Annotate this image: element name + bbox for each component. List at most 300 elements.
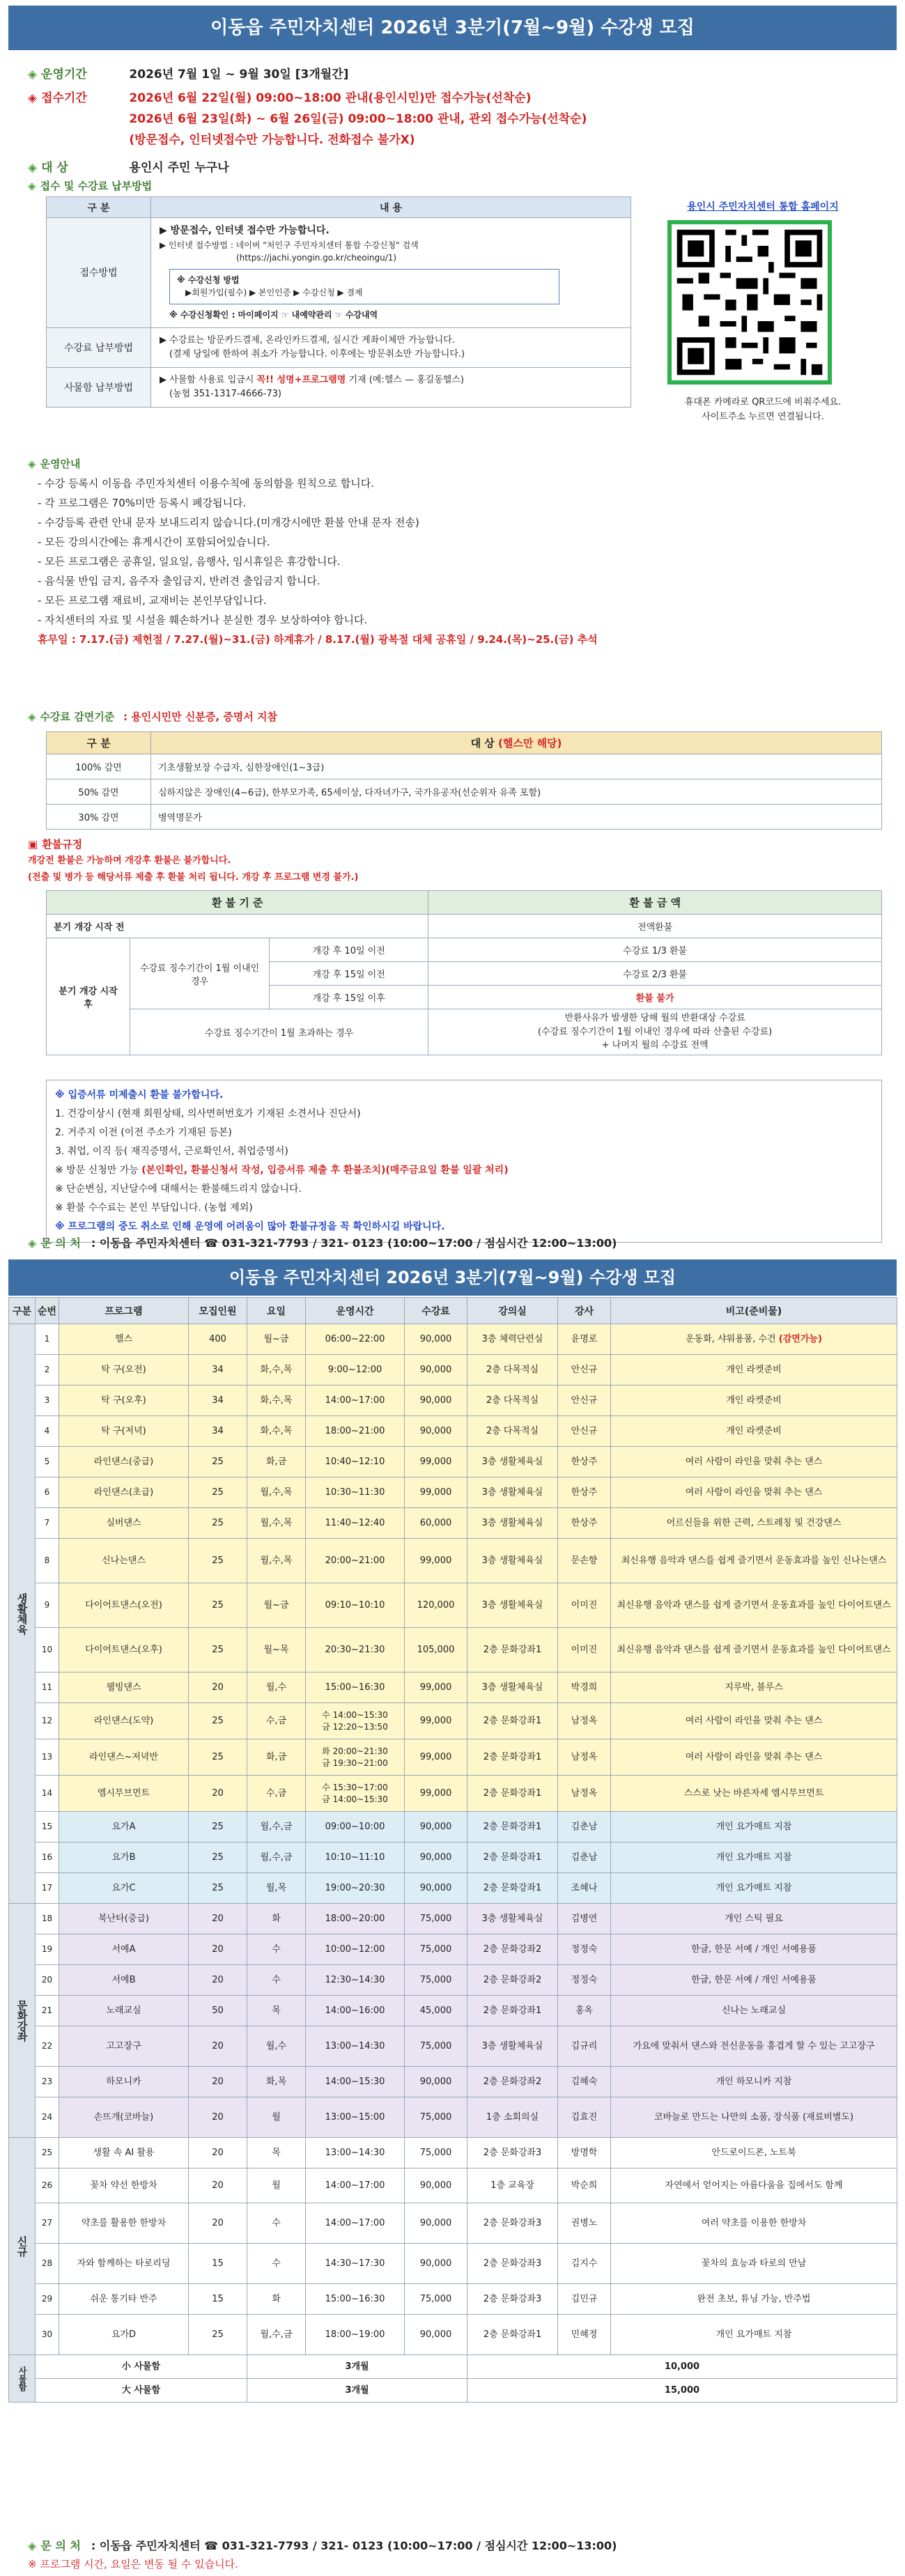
class-row	[9, 1934, 897, 1965]
class-time: 14:30~17:30	[306, 2244, 405, 2284]
class-table-title: 이동읍 주민자치센터 2026년 3분기(7월~9월) 수강생 모집	[8, 1259, 897, 1296]
class-row	[9, 1873, 897, 1904]
class-name: 하모니카	[59, 2067, 189, 2097]
class-name: 탁 구(저녁)	[59, 1416, 189, 1447]
class-day: 월,수	[247, 1673, 306, 1703]
class-time: 11:40~12:40	[306, 1508, 405, 1539]
class-row	[9, 1386, 897, 1416]
class-row	[9, 1628, 897, 1673]
class-fee: 90,000	[405, 2244, 467, 2284]
col-gubun: 구 분	[47, 732, 151, 754]
class-time: 14:00~17:00	[306, 2168, 405, 2203]
class-tutor: 조혜나	[558, 1873, 611, 1904]
notice-item: - 각 프로그램은 70%미만 등록시 폐강됩니다.	[38, 497, 247, 509]
class-name: 라인댄스(초급)	[59, 1477, 189, 1508]
class-time: 화 20:00~21:30 금 19:30~21:00	[306, 1739, 405, 1776]
class-tutor: 방명학	[558, 2138, 611, 2168]
pay-key: 수강료 납부방법	[47, 327, 151, 367]
receipt-line-2: 2026년 6월 23일(화) ~ 6월 26일(금) 09:00~18:00 관내, 관외 접수가능(선착순)	[129, 112, 587, 126]
qr-code-graphic	[672, 224, 828, 380]
operation-period-value: 2026년 7월 1일 ~ 9월 30일 [3개월간]	[129, 68, 349, 82]
class-cap: 20	[189, 1673, 247, 1703]
qr-code-icon[interactable]	[667, 220, 832, 385]
class-tutor: 박순희	[558, 2168, 611, 2203]
class-day: 수	[247, 1934, 306, 1965]
class-time: 수 15:30~17:00 금 14:00~15:30	[306, 1776, 405, 1812]
class-room: 2층 문화강좌3	[467, 2244, 558, 2284]
class-cap: 25	[189, 1842, 247, 1873]
class-day: 월,목	[247, 1873, 306, 1904]
class-no: 2	[36, 1355, 59, 1386]
class-note: 개인 스틱 필요	[611, 1904, 897, 1934]
class-fee: 99,000	[405, 1739, 467, 1776]
class-cap: 25	[189, 2315, 247, 2355]
class-room: 3층 생활체육실	[467, 1508, 558, 1539]
class-note: 한글, 한문 서예 / 개인 서예용품	[611, 1965, 897, 1996]
schedule-change-note: ※ 프로그램 시간, 요일은 변동 될 수 있습니다.	[28, 2558, 238, 2570]
class-name: 노래교실	[59, 1996, 189, 2026]
method-key: 접수방법	[47, 218, 151, 328]
class-tutor: 김혜숙	[558, 2067, 611, 2097]
class-note: 최신유행 음악과 댄스를 쉽게 즐기면서 운동효과를 높인 다이어트댄스	[611, 1583, 897, 1628]
class-room: 2층 문화강좌2	[467, 1965, 558, 1996]
class-no: 22	[36, 2026, 59, 2067]
class-no: 4	[36, 1416, 59, 1447]
diamond-bullet-icon: ◈	[28, 91, 38, 105]
class-tutor: 이미진	[558, 1628, 611, 1673]
class-name: 생활 속 AI 활용	[59, 2138, 189, 2168]
class-no: 14	[36, 1776, 59, 1812]
class-room: 2층 문화강좌1	[467, 1842, 558, 1873]
class-name: 라인댄스(중급)	[59, 1447, 189, 1477]
class-note: 가요에 맞춰서 댄스와 전신운동을 흥겹게 할 수 있는 고고장구	[611, 2026, 897, 2067]
class-time: 9:00~12:00	[306, 1355, 405, 1386]
class-room: 2층 문화강좌1	[467, 1776, 558, 1812]
class-name: 엠시무브먼트	[59, 1776, 189, 1812]
class-time: 14:00~17:00	[306, 2203, 405, 2244]
class-room: 1층 소회의실	[467, 2097, 558, 2138]
class-name: 요가A	[59, 1812, 189, 1842]
class-cap: 20	[189, 1934, 247, 1965]
class-room: 3층 생활체육실	[467, 1673, 558, 1703]
class-fee: 90,000	[405, 1386, 467, 1416]
locker-row	[9, 2355, 897, 2379]
class-fee: 105,000	[405, 1628, 467, 1673]
class-time: 20:00~21:00	[306, 1539, 405, 1583]
class-note: 개인 요가매트 지참	[611, 1812, 897, 1842]
homepage-link-title[interactable]: 용인시 주민자치센터 통합 홈페이지	[687, 201, 839, 212]
discount-table	[46, 731, 882, 830]
class-room: 2층 문화강좌3	[467, 2138, 558, 2168]
class-room: 2층 다목적실	[467, 1355, 558, 1386]
class-room: 2층 문화강좌1	[467, 1739, 558, 1776]
refund-notes: ※ 입증서류 미제출시 환불 불가합니다. 1. 건강이상시 (현재 회원상태, 의사면허번호가 기재된 소견서나 진단서) 2. 거주지 이전 (이전 주소가 기재된 등본) 3. 취업, 이직 등( 재직증명서, 근로확인서, 취업증명서) ※ 방문 신청만 가능 (본인확인, 환불신청서 작성, 입증서류 제출 후 환불조치)(매주금요일 환불 일괄 처리) ※ 단순변심, 지난달수에 대해서는 환불해드리지 않습니다. ※ 환불 수수료는 본인 부담입니다. (농협 제외) ※ 프로그램의 중도 취소로 인해 운영에 어려움이 많아 환불규정을 꼭 확인하시길 바랍니다.	[46, 1080, 882, 1243]
class-fee: 90,000	[405, 2067, 467, 2097]
discount-row: 50% 감면 심하지않은 장애인(4~6급), 한부모가족, 65세이상, 다자녀가구, 국가유공자(선순위자 유족 포함)	[47, 779, 882, 805]
class-time: 09:10~10:10	[306, 1583, 405, 1628]
class-time: 수 14:00~15:30 금 12:20~13:50	[306, 1703, 405, 1739]
group-label-sports: 생활체육	[9, 1324, 36, 1904]
class-day: 화,수,목	[247, 1416, 306, 1447]
class-no: 5	[36, 1447, 59, 1477]
class-note: 어르신들을 위한 근력, 스트레칭 및 건강댄스	[611, 1508, 897, 1539]
class-tutor: 민혜정	[558, 2315, 611, 2355]
class-fee: 120,000	[405, 1583, 467, 1628]
class-time: 19:00~20:30	[306, 1873, 405, 1904]
class-time: 10:30~11:30	[306, 1477, 405, 1508]
class-no: 1	[36, 1324, 59, 1355]
class-day: 월,수,목	[247, 1477, 306, 1508]
class-fee: 45,000	[405, 1996, 467, 2026]
class-time: 15:00~16:30	[306, 1673, 405, 1703]
class-name: 다이어트댄스(오전)	[59, 1583, 189, 1628]
class-cap: 34	[189, 1386, 247, 1416]
class-no: 21	[36, 1996, 59, 2026]
class-tutor: 권병노	[558, 2203, 611, 2244]
class-note: 신나는 노래교실	[611, 1996, 897, 2026]
class-row	[9, 1703, 897, 1739]
class-fee: 75,000	[405, 1965, 467, 1996]
class-table-header: 구분 순번 프로그램 모집인원 요일 운영시간 수강료 강의실 강사 비고(준비물)	[9, 1298, 897, 1324]
class-time: 13:00~14:30	[306, 2138, 405, 2168]
class-fee: 99,000	[405, 1673, 467, 1703]
class-no: 27	[36, 2203, 59, 2244]
class-cap: 20	[189, 2138, 247, 2168]
class-note: 여러 사람이 라인을 맞춰 추는 댄스	[611, 1739, 897, 1776]
diamond-bullet-icon: ◈	[28, 180, 36, 192]
class-tutor: 김병연	[558, 1904, 611, 1934]
class-day: 월~금	[247, 1583, 306, 1628]
class-room: 2층 문화강좌1	[467, 1873, 558, 1904]
class-fee: 99,000	[405, 1539, 467, 1583]
class-day: 화	[247, 1904, 306, 1934]
class-day: 월,수,금	[247, 1812, 306, 1842]
class-fee: 90,000	[405, 1355, 467, 1386]
class-note: 여러 약초를 이용한 한방차	[611, 2203, 897, 2244]
class-fee: 99,000	[405, 1776, 467, 1812]
locker-name: 小 사물함	[36, 2355, 247, 2379]
class-no: 10	[36, 1628, 59, 1673]
class-room: 2층 문화강좌3	[467, 2203, 558, 2244]
class-note: 개인 요가매트 지참	[611, 2315, 897, 2355]
class-cap: 25	[189, 1873, 247, 1904]
class-time: 10:10~11:10	[306, 1842, 405, 1873]
class-cap: 25	[189, 1812, 247, 1842]
class-time: 20:30~21:30	[306, 1628, 405, 1673]
class-tutor: 한상주	[558, 1477, 611, 1508]
class-fee: 75,000	[405, 1904, 467, 1934]
class-note: 개인 요가매트 지참	[611, 1842, 897, 1873]
class-note: 여러 사람이 라인을 맞춰 추는 댄스	[611, 1477, 897, 1508]
class-no: 26	[36, 2168, 59, 2203]
apply-steps-box: ※ 수강신청 방법 ▶회원가입(필수) ▶ 본인인증 ▶ 수강신청 ▶ 결제	[169, 269, 559, 304]
class-row	[9, 1776, 897, 1812]
col-refund-standard: 환 불 기 준	[47, 891, 428, 915]
class-room: 2층 문화강좌2	[467, 1934, 558, 1965]
class-time: 14:00~16:00	[306, 1996, 405, 2026]
class-day: 월,수,목	[247, 1539, 306, 1583]
class-name: 서예A	[59, 1934, 189, 1965]
class-name: 서예B	[59, 1965, 189, 1996]
class-row	[9, 2168, 897, 2203]
class-no: 7	[36, 1508, 59, 1539]
class-room: 3층 생활체육실	[467, 1477, 558, 1508]
class-name: 자와 함께하는 타로리딩	[59, 2244, 189, 2284]
class-day: 목	[247, 2138, 306, 2168]
class-tutor: 한상주	[558, 1447, 611, 1477]
class-cap: 20	[189, 2168, 247, 2203]
class-cap: 20	[189, 2203, 247, 2244]
class-row	[9, 2138, 897, 2168]
class-day: 월,수,금	[247, 2315, 306, 2355]
class-row	[9, 2315, 897, 2355]
class-row	[9, 1842, 897, 1873]
class-fee: 90,000	[405, 2203, 467, 2244]
class-no: 28	[36, 2244, 59, 2284]
col-refund-amount: 환 불 금 액	[428, 891, 882, 915]
class-row	[9, 1447, 897, 1477]
class-no: 24	[36, 2097, 59, 2138]
class-name: 신나는댄스	[59, 1539, 189, 1583]
class-tutor: 남정옥	[558, 1776, 611, 1812]
class-row	[9, 1324, 897, 1355]
class-note: 꽃차의 효능과 타로의 만남	[611, 2244, 897, 2284]
class-day: 수,금	[247, 1703, 306, 1739]
diamond-bullet-icon: ◈	[28, 161, 38, 175]
class-no: 17	[36, 1873, 59, 1904]
group-label-lock: 사물함	[9, 2355, 36, 2403]
class-note: 최신유행 음악과 댄스를 쉽게 즐기면서 운동효과를 높인 다이어트댄스	[611, 1628, 897, 1673]
class-note: 운동화, 샤워용품, 수건 (감면가능)	[611, 1324, 897, 1355]
class-room: 2층 문화강좌1	[467, 1628, 558, 1673]
notice-item: - 모든 강의시간에는 휴게시간이 포함되어있습니다.	[38, 536, 270, 548]
class-time: 18:00~21:00	[306, 1416, 405, 1447]
class-time: 06:00~22:00	[306, 1324, 405, 1355]
class-no: 30	[36, 2315, 59, 2355]
class-row	[9, 2067, 897, 2097]
class-fee: 60,000	[405, 1508, 467, 1539]
class-cap: 15	[189, 2244, 247, 2284]
class-name: 라인댄스(도약)	[59, 1703, 189, 1739]
class-day: 월	[247, 2168, 306, 2203]
group-label-culture: 문화강좌	[9, 1904, 36, 2138]
notice-item: - 자치센터의 자료 및 시설을 훼손하거나 분실한 경우 보상하여야 합니다.	[38, 614, 368, 626]
class-room: 3층 생활체육실	[467, 1904, 558, 1934]
class-row	[9, 2097, 897, 2138]
class-day: 수	[247, 1965, 306, 1996]
class-note: 한글, 한문 서예 / 개인 서예용품	[611, 1934, 897, 1965]
locker-period: 3개월	[247, 2355, 467, 2379]
class-row	[9, 1739, 897, 1776]
class-no: 3	[36, 1386, 59, 1416]
class-cap: 20	[189, 2026, 247, 2067]
class-cap: 25	[189, 1628, 247, 1673]
diamond-bullet-icon: ◈	[28, 68, 38, 82]
class-tutor: 윤명로	[558, 1324, 611, 1355]
class-note: 여러 사람이 라인을 맞춰 추는 댄스	[611, 1447, 897, 1477]
class-fee: 90,000	[405, 1873, 467, 1904]
class-row	[9, 1539, 897, 1583]
class-day: 화,금	[247, 1739, 306, 1776]
col-target: 대 상 (헬스만 해당)	[151, 732, 882, 754]
class-day: 화	[247, 2284, 306, 2315]
class-name: 탁 구(오후)	[59, 1386, 189, 1416]
class-day: 화,목	[247, 2067, 306, 2097]
class-no: 15	[36, 1812, 59, 1842]
col-content: 내 용	[151, 197, 631, 218]
class-fee: 75,000	[405, 2026, 467, 2067]
class-fee: 90,000	[405, 2315, 467, 2355]
class-day: 수	[247, 2244, 306, 2284]
locker-fee: 15,000	[467, 2379, 897, 2403]
class-no: 23	[36, 2067, 59, 2097]
class-name: 탁 구(오전)	[59, 1355, 189, 1386]
class-day: 월,수	[247, 2026, 306, 2067]
class-fee: 75,000	[405, 2138, 467, 2168]
class-cap: 20	[189, 1904, 247, 1934]
class-time: 14:00~17:00	[306, 1386, 405, 1416]
class-name: 꽃차 약선 한방차	[59, 2168, 189, 2203]
class-no: 20	[36, 1965, 59, 1996]
diamond-bullet-icon: ◈	[28, 711, 36, 723]
diamond-bullet-icon: ◈	[28, 2539, 37, 2552]
class-fee: 90,000	[405, 1842, 467, 1873]
class-row	[9, 1904, 897, 1934]
pay-content: ▶ 수강료는 방문카드결제, 온라인카드결제, 실시간 계좌이체만 가능합니다. (결제 당일에 한하여 취소가 가능합니다. 이후에는 방문취소만 가능합니다.)	[151, 327, 631, 367]
class-name: 쉬운 통기타 반주	[59, 2284, 189, 2315]
class-tutor: 김효진	[558, 2097, 611, 2138]
class-row	[9, 1477, 897, 1508]
class-room: 3층 생활체육실	[467, 1447, 558, 1477]
locker-key: 사물함 납부방법	[47, 367, 151, 407]
class-tutor: 남정옥	[558, 1703, 611, 1739]
class-no: 25	[36, 2138, 59, 2168]
locker-name: 大 사물함	[36, 2379, 247, 2403]
class-no: 16	[36, 1842, 59, 1873]
receipt-section-heading: ◈ 접수 및 수강료 납부방법	[28, 180, 153, 192]
class-tutor: 홍옥	[558, 1996, 611, 2026]
class-fee: 90,000	[405, 1812, 467, 1842]
class-row	[9, 2203, 897, 2244]
class-name: 북난타(중급)	[59, 1904, 189, 1934]
class-note: 개인 요가매트 지참	[611, 1873, 897, 1904]
page-title: 이동읍 주민자치센터 2026년 3분기(7월~9월) 수강생 모집	[8, 6, 897, 50]
holiday-notice: 휴무일 : 7.17.(금) 제헌절 / 7.27.(월)~31.(금) 하계휴가 / 8.17.(월) 광복절 대체 공휴일 / 9.24.(목)~25.(금) 추석	[38, 633, 598, 646]
class-tutor: 한상주	[558, 1508, 611, 1539]
class-name: 손뜨개(코바늘)	[59, 2097, 189, 2138]
class-note: 스스로 낫는 바른자세 엠시무브먼트	[611, 1776, 897, 1812]
class-fee: 99,000	[405, 1703, 467, 1739]
class-row	[9, 1508, 897, 1539]
class-time: 14:00~15:30	[306, 2067, 405, 2097]
class-name: 요가B	[59, 1842, 189, 1873]
refund-heading: ▣ 환불규정 개강전 환불은 가능하며 개강후 환불은 불가합니다. (전출 및 병가 등 해당서류 제출 후 환불 처리 됩니다. 개강 후 프로그램 변경 불가.)	[28, 838, 359, 883]
class-room: 2층 문화강좌1	[467, 2315, 558, 2355]
operation-notice: ◈ 운영안내 - 수강 등록시 이동읍 주민자치센터 이용수칙에 동의함을 원칙으로 합니다. - 각 프로그램은 70%미만 등록시 폐강됩니다. - 수강등록 관련 안내 문자 보내드리지 않습니다.(미개강시에만 환불 안내 문자 전송) - 모든 강의시간에는 휴게시간이 포함되어있습니다. - 모든 프로그램은 공휴일, 일요일, 음행사, 임시휴일은 휴강합니다. - 음식물 반입 금지, 음주자 출입금지, 반려견 출입금지 합니다. - 모든 프로그램 재료비, 교재비는 본인부담입니다. - 자치센터의 자료 및 시설을 훼손하거나 분실한 경우 보상하여야 합니다. 휴무일 : 7.17.(금) 제헌절 / 7.27.(월)~31.(금) 하계휴가 / 8.17.(월) 광복절 대체 공휴일 / 9.24.(목)~25.(금) 추석	[28, 454, 885, 649]
class-name: 고고장구	[59, 2026, 189, 2067]
class-time: 13:00~14:30	[306, 2026, 405, 2067]
class-cap: 25	[189, 1539, 247, 1583]
class-cap: 50	[189, 1996, 247, 2026]
class-fee: 90,000	[405, 2168, 467, 2203]
class-room: 3층 생활체육실	[467, 1539, 558, 1583]
receipt-line-1: 2026년 6월 22일(월) 09:00~18:00 관내(용인시민)만 접수가능(선착순)	[129, 91, 532, 105]
class-no: 9	[36, 1583, 59, 1628]
class-room: 3층 생활체육실	[467, 2026, 558, 2067]
class-note: 완전 초보, 튜닝 가능, 반주법	[611, 2284, 897, 2315]
class-time: 18:00~19:00	[306, 2315, 405, 2355]
class-room: 2층 문화강좌3	[467, 2284, 558, 2315]
class-table	[8, 1297, 897, 2403]
class-day: 화,금	[247, 1447, 306, 1477]
diamond-bullet-icon: ◈	[28, 1236, 37, 1250]
class-day: 목	[247, 1996, 306, 2026]
class-room: 1층 교육장	[467, 2168, 558, 2203]
class-cap: 20	[189, 2067, 247, 2097]
class-tutor: 문손향	[558, 1539, 611, 1583]
class-name: 웰빙댄스	[59, 1673, 189, 1703]
class-cap: 25	[189, 1508, 247, 1539]
class-row	[9, 2244, 897, 2284]
class-name: 약초를 활용한 한방차	[59, 2203, 189, 2244]
class-cap: 25	[189, 1583, 247, 1628]
class-note: 여러 사람이 라인을 맞춰 추는 댄스	[611, 1703, 897, 1739]
class-day: 수	[247, 2203, 306, 2244]
class-note: 자연에서 얻어지는 아름다움을 집에서도 함께	[611, 2168, 897, 2203]
class-tutor: 김민규	[558, 2284, 611, 2315]
class-room: 2층 문화강좌2	[467, 2067, 558, 2097]
class-row	[9, 1673, 897, 1703]
group-label-new: 신규	[9, 2138, 36, 2355]
class-tutor: 안신규	[558, 1355, 611, 1386]
class-cap: 15	[189, 2284, 247, 2315]
class-row	[9, 1355, 897, 1386]
class-tutor: 김춘남	[558, 1812, 611, 1842]
class-day: 월	[247, 2097, 306, 2138]
class-row	[9, 1812, 897, 1842]
diamond-bullet-icon: ◈	[28, 458, 36, 470]
class-fee: 90,000	[405, 1324, 467, 1355]
class-fee: 90,000	[405, 1416, 467, 1447]
refund-table: 환 불 기 준 환 불 금 액 분기 개강 시작 전 전액환불 분기 개강 시작 후 수강료 징수기간이 1월 이내인 경우 개강 후 10일 이전 수강료 1/3 환불 개강 후 15일 이전 수강료 2/3 환불 개강 후 15일 이후 환불 불가 수강료 징수기간이 1월 초과하는 경우 반환사유가 발생한 당해 월의 반환대상 수강료 (수강료 징수기간이 1월 이내인 경우에 따라 산출된 수강료) + 나머지 월의 수강료 전액	[46, 890, 882, 1055]
class-time: 10:00~12:00	[306, 1934, 405, 1965]
class-tutor: 안신규	[558, 1386, 611, 1416]
class-cap: 20	[189, 1776, 247, 1812]
class-cap: 20	[189, 2097, 247, 2138]
class-tutor: 남정옥	[558, 1739, 611, 1776]
class-row	[9, 2026, 897, 2067]
discount-heading: ◈ 수강료 감면기준 : 용인시민만 신분증, 증명서 지참	[28, 711, 277, 723]
inquiry-bottom: ◈ 문 의 처 : 이동읍 주민자치센터 ☎ 031-321-7793 / 321- 0123 (10:00~17:00 / 점심시간 12:00~13:00)	[28, 2539, 617, 2552]
class-tutor: 박경희	[558, 1673, 611, 1703]
class-tutor: 이미진	[558, 1583, 611, 1628]
operation-period-row: ◈ 운영기간 2026년 7월 1일 ~ 9월 30일 [3개월간]	[28, 64, 348, 82]
notice-item: - 수강 등록시 이동읍 주민자치센터 이용수칙에 동의함을 원칙으로 합니다.	[38, 477, 375, 490]
notice-item: - 모든 프로그램은 공휴일, 일요일, 음행사, 임시휴일은 휴강합니다.	[38, 555, 341, 568]
class-day: 월,수,목	[247, 1508, 306, 1539]
notice-item: - 수강등록 관련 안내 문자 보내드리지 않습니다.(미개강시에만 환불 안내 문자 전송)	[38, 516, 419, 529]
class-cap: 34	[189, 1355, 247, 1386]
class-day: 월~목	[247, 1628, 306, 1673]
class-row	[9, 2284, 897, 2315]
target-value: 용인시 주민 누구나	[129, 161, 229, 175]
class-note: 안드로이드폰, 노트북	[611, 2138, 897, 2168]
class-no: 11	[36, 1673, 59, 1703]
square-bullet-icon: ▣	[28, 838, 38, 851]
class-cap: 25	[189, 1447, 247, 1477]
class-cap: 20	[189, 1965, 247, 1996]
class-tutor: 정정숙	[558, 1934, 611, 1965]
